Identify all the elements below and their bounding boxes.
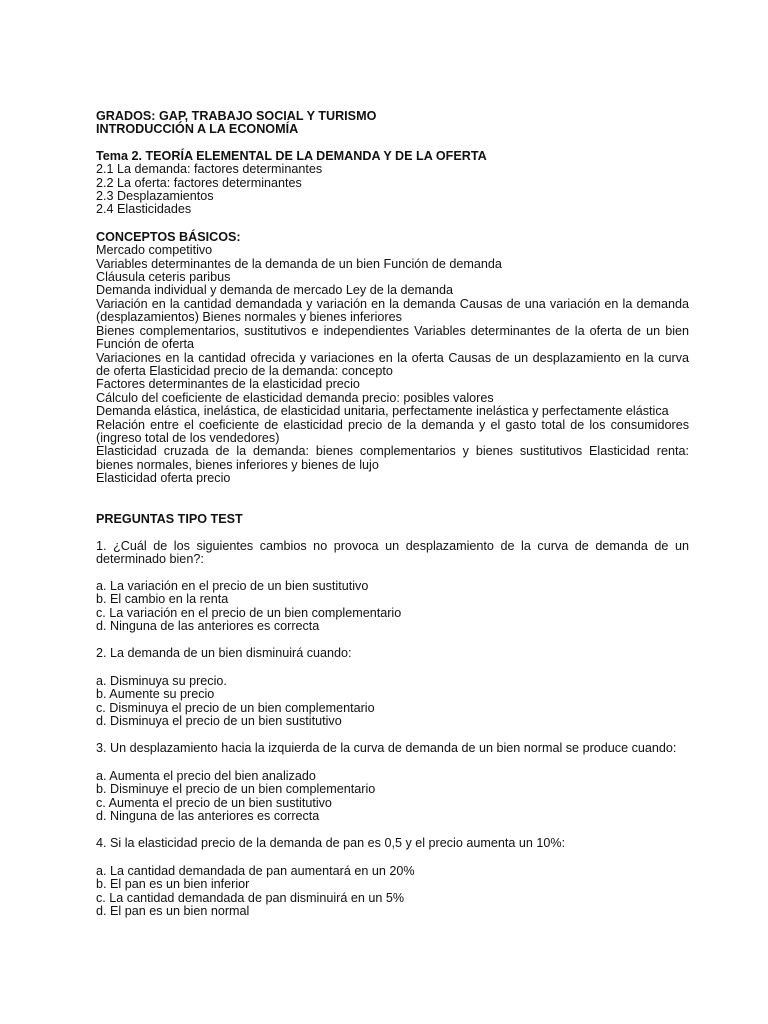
concepto-item: Variables determinantes de la demanda de un bien Función de demanda [96, 256, 502, 271]
question-option: b. El cambio en la renta [96, 592, 229, 607]
test-title: PREGUNTAS TIPO TEST [96, 511, 243, 526]
question-option: a. Disminuya su precio. [96, 673, 227, 688]
question-option: b. El pan es un bien inferior [96, 877, 250, 892]
question-text: 1. ¿Cuál de los siguientes cambios no provoca un desplazamiento de la curva de demanda de un determinado bien?: [96, 538, 689, 567]
conceptos-title: CONCEPTOS BÁSICOS: [96, 229, 241, 244]
question-text: 3. Un desplazamiento hacia la izquierda de la curva de demanda de un bien normal se produce cuando: [96, 741, 677, 756]
question-option: d. El pan es un bien normal [96, 904, 250, 919]
concepto-item: Demanda individual y demanda de mercado Ley de la demanda [96, 283, 454, 298]
concepto-item: Demanda elástica, inelástica, de elasticidad unitaria, perfectamente inelástica y perfectamente elástica [96, 404, 669, 419]
question-option: d. Ninguna de las anteriores es correcta [96, 809, 320, 824]
question-option: c. La cantidad demandada de pan disminuirá en un 5% [96, 890, 405, 905]
question-option: d. Ninguna de las anteriores es correcta [96, 619, 320, 633]
question-option: c. La variación en el precio de un bien complementario [96, 605, 402, 620]
concepto-item: Bienes complementarios, sustitutivos e independientes Variables determinantes de la oferta de un bien Función de oferta [96, 323, 689, 352]
question-option: a. La variación en el precio de un bien sustitutivo [96, 578, 369, 593]
header-grados: GRADOS: GAP, TRABAJO SOCIAL Y TURISMO [96, 109, 377, 123]
concepto-item: Elasticidad oferta precio [96, 471, 231, 486]
question-option: b. Aumente su precio [96, 687, 215, 702]
tema-item: 2.2 La oferta: factores determinantes [96, 175, 302, 190]
question-text: 4. Si la elasticidad precio de la demanda de pan es 0,5 y el precio aumenta un 10%: [96, 836, 566, 851]
document-content [96, 110, 689, 919]
tema-item: 2.1 La demanda: factores determinantes [96, 162, 323, 177]
question-option: a. Aumenta el precio del bien analizado [96, 768, 316, 783]
question-option: a. La cantidad demandada de pan aumentará en un 20% [96, 863, 415, 878]
concepto-item: Factores determinantes de la elasticidad precio [96, 377, 360, 392]
tema-item: 2.3 Desplazamientos [96, 189, 214, 204]
tema-item: 2.4 Elasticidades [96, 202, 192, 217]
question-option: c. Disminuya el precio de un bien complementario [96, 700, 375, 715]
concepto-item: Elasticidad cruzada de la demanda: bienes complementarios y bienes sustitutivos Elasticidad renta: bienes normales, bienes inferiores y bienes de lujo [96, 444, 689, 472]
question-text: 2. La demanda de un bien disminuirá cuando: [96, 646, 352, 661]
concepto-item: Cláusula ceteris paribus [96, 270, 231, 285]
concepto-item: Mercado competitivo [96, 243, 213, 258]
question-option: b. Disminuye el precio de un bien complementario [96, 782, 376, 797]
concepto-item: Cálculo del coeficiente de elasticidad demanda precio: posibles valores [96, 390, 494, 405]
concepto-item: Relación entre el coeficiente de elasticidad precio de la demanda y el gasto total de los consumidores (ingreso total de los vendedores) [96, 417, 689, 445]
concepto-item: Variación en la cantidad demandada y variación en la demanda Causas de una variación en la demanda (desplazamientos) Bienes normales y bienes inferiores [96, 296, 689, 325]
question-option: d. Disminuya el precio de un bien sustitutivo [96, 714, 342, 729]
concepto-item: Variaciones en la cantidad ofrecida y variaciones en la oferta Causas de un desplazamiento en la curva de oferta Elasticidad precio de la demanda: concepto [96, 350, 689, 378]
tema-title: Tema 2. TEORÍA ELEMENTAL DE LA DEMANDA Y DE LA OFERTA [96, 148, 487, 163]
question-option: c. Aumenta el precio de un bien sustitutivo [96, 795, 332, 810]
header-asignatura: INTRODUCCIÓN A LA ECONOMÍA [96, 122, 299, 137]
